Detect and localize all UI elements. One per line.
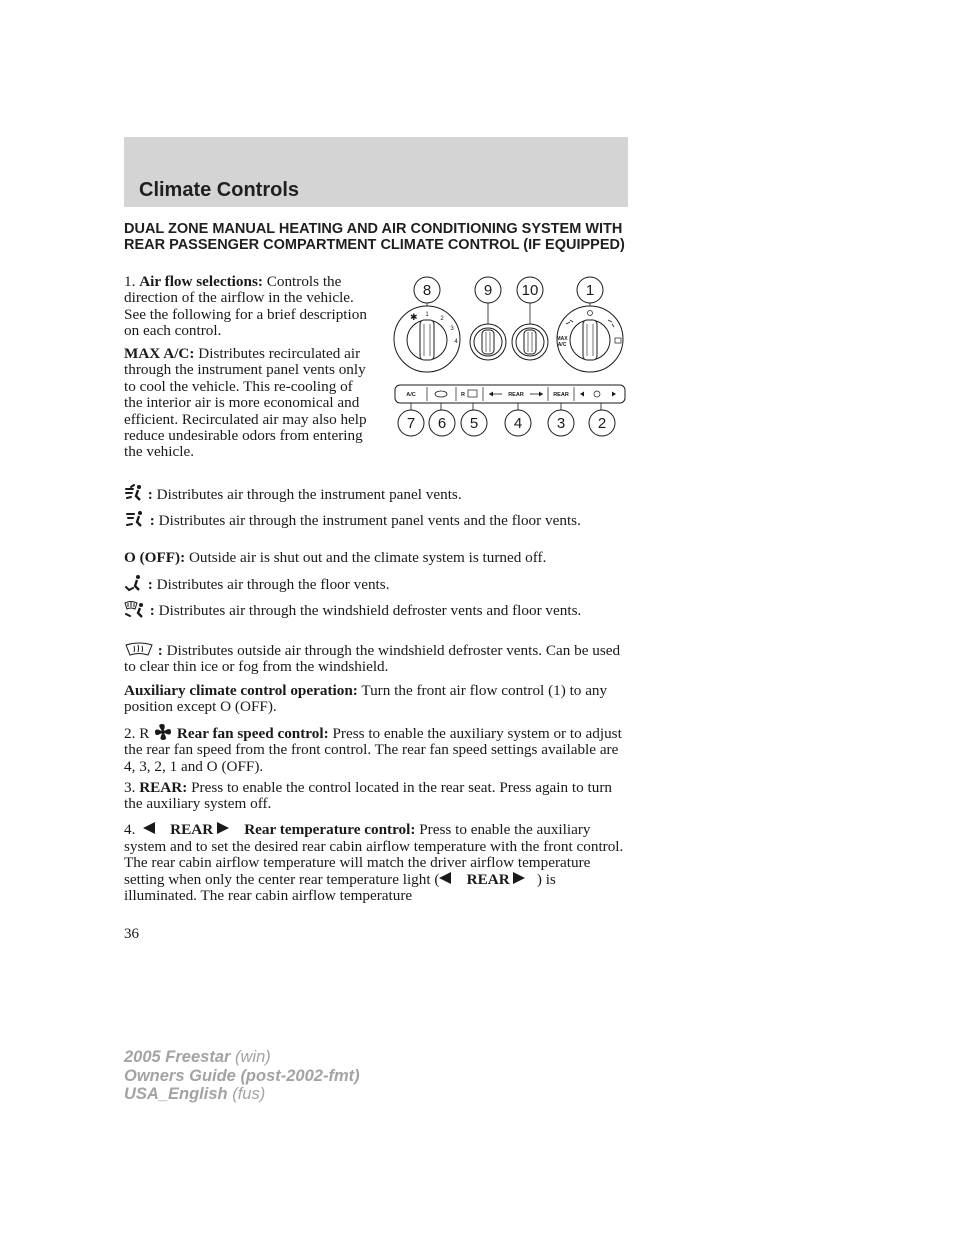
callout-3 <box>548 410 574 436</box>
svg-text:A/C: A/C <box>557 342 567 348</box>
svg-text:REAR: REAR <box>553 392 569 398</box>
callout-8 <box>414 277 440 303</box>
svg-text:R: R <box>461 392 465 398</box>
defrost-icon <box>124 642 154 658</box>
page-number: 36 <box>124 926 139 942</box>
floor-vent-icon <box>124 574 144 592</box>
svg-text:3: 3 <box>556 415 566 432</box>
svg-text:3: 3 <box>450 326 454 332</box>
item-text: Controls the direction of the airflow in the vehicle. See the following for a brief description on each control. <box>124 273 367 340</box>
section-title: DUAL ZONE MANUAL HEATING AND AIR CONDITIONING SYSTEM WITH REAR PASSENGER COMPARTMENT CLIMATE CONTROL (IF EQUIPPED) <box>124 221 625 253</box>
svg-text:1: 1 <box>585 282 595 299</box>
svg-text:2: 2 <box>597 415 607 432</box>
page-title: Climate Controls <box>139 179 300 201</box>
callout-1 <box>577 277 603 303</box>
right-arrow-icon <box>513 872 525 884</box>
svg-text:4: 4 <box>454 339 458 345</box>
panel-vent-icon <box>124 484 144 502</box>
svg-text:8: 8 <box>422 282 432 299</box>
fan-speed-knob <box>394 306 460 372</box>
svg-text:A/C: A/C <box>406 392 416 398</box>
svg-text:10: 10 <box>521 282 539 299</box>
max-ac-text: Distributes recirculated air through the instrument panel vents only to cool the vehicle. This re-cooling of the interior air is more economical and efficient. Recirculated air may also help reduce undesirable odors from entering the vehicle. <box>124 345 367 461</box>
air-flow-knob <box>556 306 623 372</box>
callout-9 <box>475 277 501 303</box>
item-1-paragraph <box>124 274 374 340</box>
defrost-floor-mode-paragraph: : Distributes air through the windshield defroster vents and floor vents. <box>124 600 629 619</box>
panel-mode-paragraph: : Distributes air through the instrument panel vents. <box>124 484 629 503</box>
svg-text:7: 7 <box>406 415 416 432</box>
off-mode-paragraph: O (OFF): Outside air is shut out and the climate system is turned off. <box>124 549 547 566</box>
callout-2 <box>589 410 615 436</box>
item-2-paragraph: 2. R Rear fan speed control: Press to enable the auxiliary system or to adjust the rear fan speed from the front control. The rear fan speed settings available are 4, 3, 2, 1 and O (OFF). <box>124 725 622 775</box>
defrost-mode-paragraph: : Distributes outside air through the windshield defroster vents. Can be used to clear thin ice or fog from the windshield. <box>124 642 621 676</box>
climate-control-panel-diagram <box>390 276 630 441</box>
footer: 2005 Freestar (win) Owners Guide (post-2002-fmt) USA_English (fus) <box>124 1048 360 1103</box>
svg-text:REAR: REAR <box>508 392 524 398</box>
svg-text:9: 9 <box>483 282 493 299</box>
svg-text:1: 1 <box>425 312 429 318</box>
panel-floor-mode-paragraph: : Distributes air through the instrument panel vents and the floor vents. <box>124 510 629 529</box>
passenger-temp-knob <box>512 324 548 360</box>
header-bar <box>124 137 628 207</box>
fan-icon <box>153 723 173 741</box>
callout-10 <box>517 277 543 303</box>
callout-6 <box>429 410 455 436</box>
svg-text:2: 2 <box>440 316 444 322</box>
max-ac-paragraph <box>124 346 374 461</box>
auxiliary-paragraph: Auxiliary climate control operation: Turn the front air flow control (1) to any position except O (OFF). <box>124 682 608 716</box>
callout-4 <box>505 410 531 436</box>
left-arrow-icon <box>143 822 155 834</box>
svg-text:4: 4 <box>513 415 523 432</box>
item-3-paragraph: 3. REAR: Press to enable the control located in the rear seat. Press again to turn the auxiliary system off. <box>124 779 612 813</box>
left-arrow-icon <box>439 872 451 884</box>
fan-icon: ✱ <box>410 312 418 322</box>
panel-floor-vent-icon <box>124 510 146 528</box>
svg-text:5: 5 <box>469 415 479 432</box>
item-number: 1. <box>124 273 136 290</box>
driver-temp-knob <box>470 324 506 360</box>
svg-text:MAX: MAX <box>556 336 568 342</box>
defrost-floor-vent-icon <box>124 600 146 618</box>
item-4-paragraph: 4. REAR Rear temperature control: Press to enable the auxiliary system and to set the desired rear cabin airflow temperature with the front control. The rear cabin airflow temperature will match the driver airflow temperature setting when only the center rear temperature light ( REAR ) is illuminated. The rear cabin airflow temperature <box>124 821 624 904</box>
callout-7 <box>398 410 424 436</box>
floor-mode-paragraph: : Distributes air through the floor vents. <box>124 574 629 593</box>
right-arrow-icon <box>217 822 229 834</box>
button-strip <box>395 385 625 403</box>
item-label: Air flow selections: <box>139 273 263 290</box>
max-ac-label: MAX A/C: <box>124 345 195 362</box>
svg-text:6: 6 <box>437 415 447 432</box>
callout-5 <box>461 410 487 436</box>
